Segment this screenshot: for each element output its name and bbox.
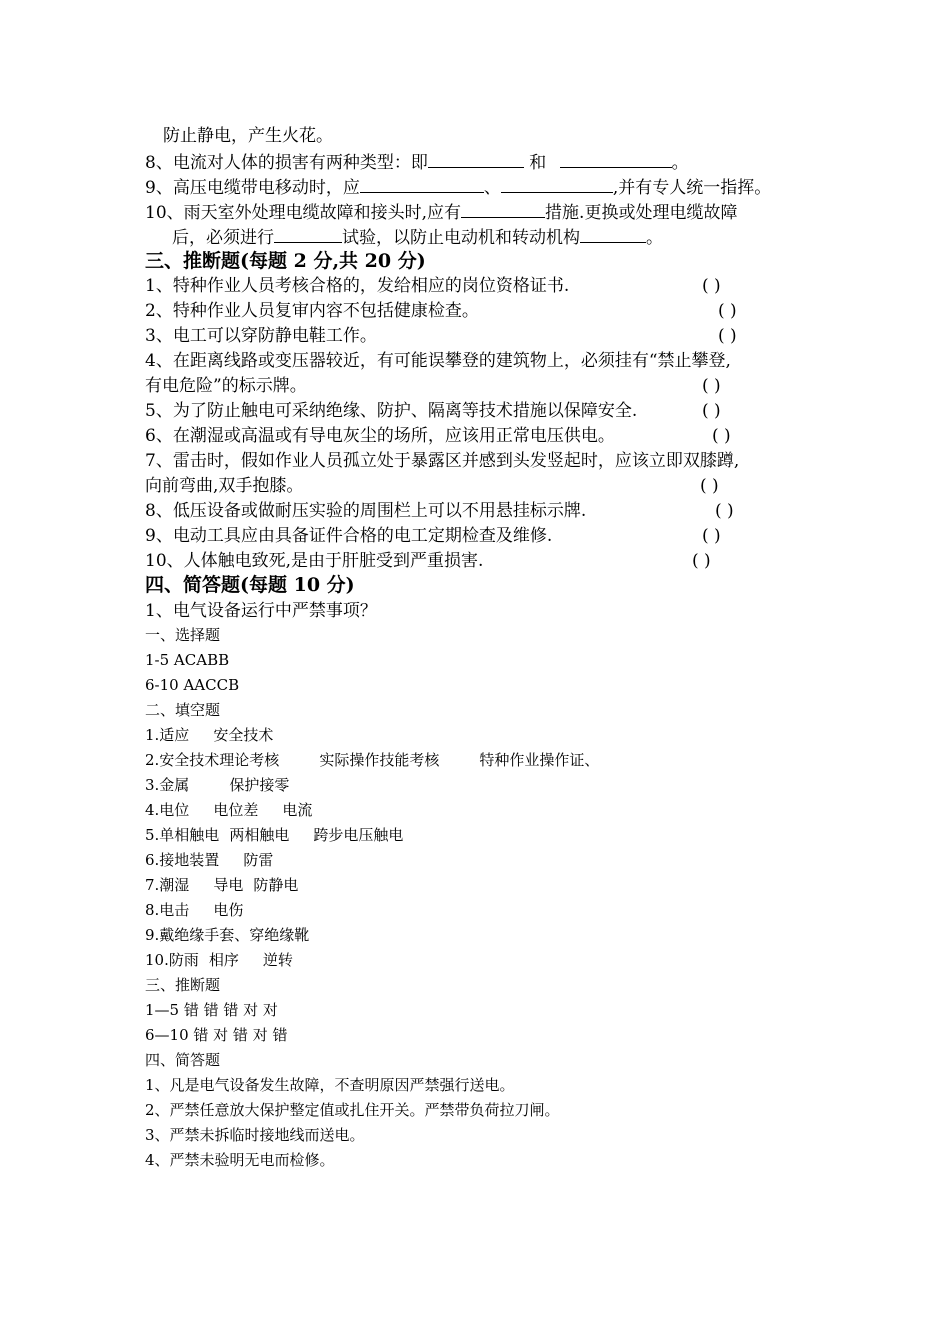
answer-fill-5 xyxy=(145,826,403,844)
section4-heading: 四、简答题(每题 10 分) xyxy=(145,574,355,596)
judge-item-4-line-2: 有电危险”的标示牌。 xyxy=(145,376,307,396)
answer-heading-choice: 一、选择题 xyxy=(145,626,221,644)
answer-paren-3: ( ) xyxy=(718,326,737,346)
answer-choice-1-5: 1-5 ACABB xyxy=(145,651,230,669)
question-8 xyxy=(145,151,689,173)
fill-1-a: 1.适应 xyxy=(145,726,190,744)
judge-item-8: 8、低压设备或做耐压实验的周围栏上可以不用悬挂标示牌. xyxy=(145,501,587,521)
fill-10-c: 逆转 xyxy=(262,951,293,969)
judge-item-3: 3、电工可以穿防静电鞋工作。 xyxy=(145,326,377,346)
judge-item-7-line-2: 向前弯曲,双手抱膝。 xyxy=(145,476,304,496)
answer-paren-8: ( ) xyxy=(715,501,734,521)
q10-text-d: 试验，以防止电动机和转动机构 xyxy=(342,228,580,248)
fill-3-b: 保护接零 xyxy=(229,776,290,794)
judge-item-4-line-1: 4、在距离线路或变压器较近，有可能误攀登的建筑物上，必须挂有“禁止攀登, xyxy=(145,351,731,371)
judge-item-2: 2、特种作业人员复审内容不包括健康检查。 xyxy=(145,301,479,321)
fill-7-c: 防静电 xyxy=(253,876,299,894)
judge-item-10: 10、人体触电致死,是由于肝脏受到严重损害. xyxy=(145,551,484,571)
answer-paren-2: ( ) xyxy=(718,301,737,321)
answer-short-3: 3、严禁未拆临时接地线而送电。 xyxy=(145,1126,365,1144)
question-10-line-2 xyxy=(172,226,663,248)
answer-paren-6: ( ) xyxy=(712,426,731,446)
judge-item-7-line-1: 7、雷击时，假如作业人员孤立处于暴露区并感到头发竖起时，应该立即双膝蹲, xyxy=(145,451,740,471)
answer-heading-judge: 三、推断题 xyxy=(145,976,221,994)
q10-text-b: 措施.更换或处理电缆故障 xyxy=(545,203,738,223)
fill-5-a: 5.单相触电 xyxy=(145,826,220,844)
answer-fill-9: 9.戴绝缘手套、穿绝缘靴 xyxy=(145,926,310,944)
answer-paren-1: ( ) xyxy=(702,276,721,296)
q10-blank-3 xyxy=(580,226,646,243)
fill-5-b: 两相触电 xyxy=(229,826,290,844)
fill-8-a: 8.电击 xyxy=(145,901,190,919)
q10-blank-2 xyxy=(274,226,342,243)
answer-paren-4: ( ) xyxy=(702,376,721,396)
fill-7-a: 7.潮湿 xyxy=(145,876,190,894)
q8-blank-1 xyxy=(428,151,524,168)
short-answer-q1: 1、电气设备运行中严禁事项？ xyxy=(145,601,377,621)
question-10-line-1 xyxy=(145,201,737,223)
answer-fill-6 xyxy=(145,851,273,869)
fill-2-c: 特种作业操作证、 xyxy=(479,751,600,769)
answer-heading-fill: 二、填空题 xyxy=(145,701,221,719)
answer-short-4: 4、严禁未验明无电而检修。 xyxy=(145,1151,335,1169)
q10-text-e: 。 xyxy=(646,228,663,248)
answer-fill-7 xyxy=(145,876,298,894)
q8-text-b: 和 xyxy=(523,153,552,173)
judge-item-9: 9、电动工具应由具备证件合格的电工定期检查及维修. xyxy=(145,526,553,546)
answer-paren-9: ( ) xyxy=(702,526,721,546)
answer-choice-6-10: 6-10 AACCB xyxy=(145,676,240,694)
question-9 xyxy=(145,176,771,198)
q8-text-c: 。 xyxy=(671,153,689,173)
answer-fill-2 xyxy=(145,751,599,769)
q9-blank-2 xyxy=(501,176,613,193)
fill-10-b: 相序 xyxy=(208,951,239,969)
answer-judge-1-5: 1—5 错 错 错 对 对 xyxy=(145,1001,278,1019)
fill-6-b: 防雷 xyxy=(243,851,274,869)
q9-text-c: ,并有专人统一指挥。 xyxy=(612,178,772,198)
q8-blank-2 xyxy=(560,151,672,168)
fill-2-a: 2.安全技术理论考核 xyxy=(145,751,280,769)
answer-fill-3 xyxy=(145,776,289,794)
fill-10-a: 10.防雨 xyxy=(145,951,199,969)
q9-text-b: 、 xyxy=(483,178,501,198)
q9-blank-1 xyxy=(360,176,484,193)
answer-fill-4 xyxy=(145,801,312,819)
judge-item-1: 1、特种作业人员考核合格的，发给相应的岗位资格证书. xyxy=(145,276,570,296)
answer-heading-short: 四、简答题 xyxy=(145,1051,221,1069)
fill-8-b: 电伤 xyxy=(213,901,244,919)
fill-7-b: 导电 xyxy=(213,876,244,894)
answer-short-2: 2、严禁任意放大保护整定值或扎住开关。严禁带负荷拉刀闸。 xyxy=(145,1101,560,1119)
fill-5-c: 跨步电压触电 xyxy=(313,826,404,844)
fill-6-a: 6.接地装置 xyxy=(145,851,220,869)
answer-judge-6-10: 6—10 错 对 错 对 错 xyxy=(145,1026,288,1044)
fill-3-a: 3.金属 xyxy=(145,776,190,794)
fill-4-a: 4.电位 xyxy=(145,801,190,819)
answer-fill-8 xyxy=(145,901,243,919)
fill-4-c: 电流 xyxy=(282,801,313,819)
answer-paren-7: ( ) xyxy=(700,476,719,496)
q10-text-c: 后，必须进行 xyxy=(172,228,274,248)
q8-text-a: 8、电流对人体的损害有两种类型：即 xyxy=(145,153,428,173)
q10-text-a: 10、雨天室外处理电缆故障和接头时,应有 xyxy=(145,203,462,223)
judge-item-6: 6、在潮湿或高温或有导电灰尘的场所，应该用正常电压供电。 xyxy=(145,426,615,446)
answer-paren-10: ( ) xyxy=(692,551,711,571)
q7-continuation: 防止静电，产生火花。 xyxy=(163,126,333,146)
fill-1-b: 安全技术 xyxy=(213,726,274,744)
fill-2-b: 实际操作技能考核 xyxy=(319,751,440,769)
fill-4-b: 电位差 xyxy=(213,801,259,819)
q9-text-a: 9、高压电缆带电移动时，应 xyxy=(145,178,360,198)
judge-item-5: 5、为了防止触电可采纳绝缘、防护、隔离等技术措施以保障安全. xyxy=(145,401,638,421)
q10-blank-1 xyxy=(461,201,545,218)
answer-fill-10 xyxy=(145,951,293,969)
section3-heading: 三、推断题(每题 2 分,共 20 分) xyxy=(145,250,426,272)
answer-short-1: 1、凡是电气设备发生故障，不查明原因严禁强行送电。 xyxy=(145,1076,515,1094)
answer-paren-5: ( ) xyxy=(702,401,721,421)
answer-fill-1 xyxy=(145,726,273,744)
